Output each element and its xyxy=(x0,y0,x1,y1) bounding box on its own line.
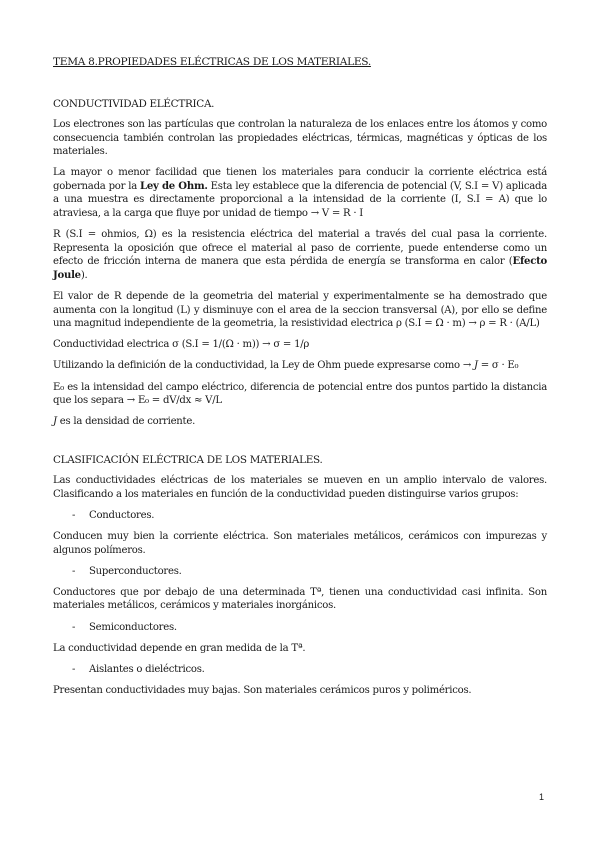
list-item-aislantes xyxy=(53,663,547,677)
paragraph-resistencia xyxy=(53,228,547,282)
dash-bullet: - xyxy=(72,565,76,577)
paragraph-ley-de-ohm xyxy=(53,166,547,220)
symbol-j: J xyxy=(473,360,478,372)
symbol-j: J xyxy=(53,416,57,428)
equation-ley-ohm-densidad xyxy=(53,359,547,373)
document-title: TEMA 8.PROPIEDADES ELÉCTRICAS DE LOS MATERIALES. xyxy=(53,56,371,68)
list-item-superconductores xyxy=(53,565,547,579)
paragraph-campo-electrico: E₀ es la intensidad del campo eléctrico, diferencia de potencial entre dos puntos partido la distancia que los separa → E₀ = dV/dx ≈ V/L xyxy=(53,381,547,407)
group-label: Conductores. xyxy=(89,509,155,521)
group-label: Superconductores. xyxy=(89,565,182,577)
list-item-semiconductores xyxy=(53,621,547,635)
text-run: ). xyxy=(80,269,88,281)
paragraph-conductores: Conducen muy bien la corriente eléctrica. Son materiales metálicos, cerámicos con impurezas y algunos polímeros. xyxy=(53,531,547,556)
text-run: Esta ley establece que la diferencia de potencial (V, S.I = V) aplicada a una muestra es directamente proporcional a la intensidad de la corriente (I, S.I = A) que lo atraviesa, a la carga que fluye por unidad de tiempo → V = R · I xyxy=(53,180,548,220)
dash-bullet: - xyxy=(72,509,76,521)
paragraph-resistividad: El valor de R depende de la geometria del material y experimentalmente se ha demostrado que aumenta con la longitud (L) y disminuye con el area de la seccion transversal (A), por ello se define una magnitud independiente de la geometria, la resistividad electrica ρ (S.I = Ω · m) → ρ = R · (A/L) xyxy=(53,291,547,330)
text-run: es la densidad de corriente. xyxy=(56,416,196,428)
paragraph-semiconductores: La conductividad depende en gran medida de la Tª. xyxy=(53,642,306,654)
bold-ley-de-ohm: Ley de Ohm. xyxy=(140,180,208,192)
paragraph-clasificacion-intro: Las conductividades eléctricas de los materiales se mueven en un amplio intervalo de valores. Clasificando a los materiales en función de la conductividad pueden distinguirse varios grupos: xyxy=(53,475,547,500)
group-list xyxy=(53,621,547,635)
text-run: La mayor o menor facilidad que tienen los materiales para conducir la corriente eléctrica está gobernada por la xyxy=(53,167,547,192)
paragraph-densidad-corriente xyxy=(53,415,547,429)
page-content xyxy=(53,56,547,705)
paragraph-electrones: Los electrones son las partículas que controlan la naturaleza de los enlaces entre los átomos y como consecuencia también controlan las propiedades eléctricas, térmicas, magnéticas y ópticas de los materiales. xyxy=(53,119,547,158)
group-list xyxy=(53,509,547,523)
paragraph-aislantes: Presentan conductividades muy bajas. Son materiales cerámicos puros y poliméricos. xyxy=(53,684,472,696)
paragraph-superconductores: Conductores que por debajo de una determinada Tª, tienen una conductividad casi infinita. Son materiales metálicos, cerámicos y materiales inorgánicos. xyxy=(53,586,547,612)
page-number: 1 xyxy=(538,792,544,802)
group-label: Semiconductores. xyxy=(89,621,177,633)
dash-bullet: - xyxy=(72,621,76,633)
section-heading-conductividad: CONDUCTIVIDAD ELÉCTRICA. xyxy=(53,98,215,110)
text-run: R (S.I = ohmios, Ω) es la resistencia eléctrica del material a través del cual pasa la corriente. Representa la oposición que ofrece el material al paso de corriente, puede entenderse como un efecto de fricción interna de manera que esta pérdida de energía se transforma en calor ( xyxy=(53,229,547,268)
section-heading-clasificacion: CLASIFICACIÓN ELÉCTRICA DE LOS MATERIALES. xyxy=(53,454,323,467)
text-run: = σ · E₀ xyxy=(477,360,519,372)
dash-bullet: - xyxy=(72,663,76,675)
bold-efecto-joule: Efecto Joule xyxy=(53,256,547,281)
equation-conductividad: Conductividad electrica σ (S.I = 1/(Ω · m)) → σ = 1/ρ xyxy=(53,339,310,351)
group-label: Aislantes o dieléctricos. xyxy=(89,663,205,675)
list-item-conductores xyxy=(53,509,547,523)
group-list xyxy=(53,565,547,579)
section-spacer xyxy=(53,436,547,454)
group-list xyxy=(53,663,547,677)
text-run: Utilizando la definición de la conductividad, la Ley de Ohm puede expresarse como → xyxy=(53,360,474,372)
